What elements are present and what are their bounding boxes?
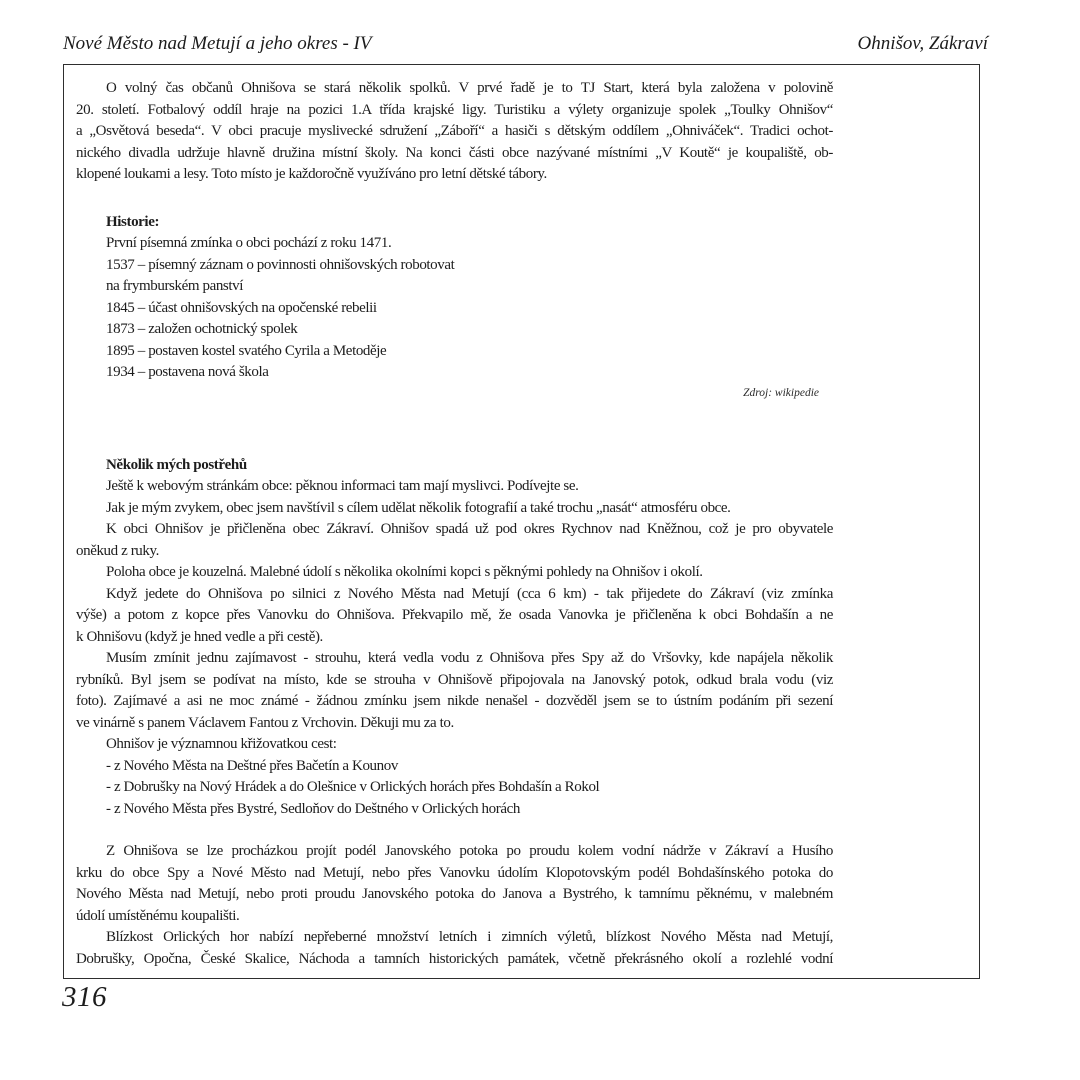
- text-line: Z Ohnišova se lze procházkou projít podél Janovského potoka po proudu kolem vodní nádrže v Zákraví a Husího: [106, 843, 833, 859]
- text-line: a „Osvětová beseda“. V obci pracuje myslivecké sdružení „Záboří“ a hasiči s dětským oddílem „Ohniváček“. Tradici ochot-: [76, 123, 833, 139]
- text-line: oněkud z ruky.: [76, 542, 159, 559]
- text-column: [76, 78, 833, 970]
- content-box: [63, 64, 980, 979]
- spacer: [76, 401, 833, 455]
- text-line: Blízkost Orlických hor nabízí nepřeberné množství letních i zimních výletů, blízkost Nového Města nad Metují,: [106, 929, 833, 945]
- text-line: na frymburském panství: [106, 278, 244, 294]
- text-line: První písemná zmínka o obci pochází z roku 1471.: [106, 235, 392, 251]
- text-line: k Ohnišovu (když je hned vedle a při cestě).: [76, 628, 323, 645]
- text-line: - z Nového Města na Deštné přes Bačetín a Kounov: [106, 757, 398, 774]
- text-line: K obci Ohnišov je přičleněna obec Zákraví. Ohnišov spadá už pod okres Rychnov nad Kněžnou, což je pro obyvatele: [106, 521, 833, 537]
- text-line: Ještě k webovým stránkám obce: pěknou informaci tam mají myslivci. Podívejte se.: [106, 478, 579, 494]
- section-heading: Historie:: [106, 213, 160, 230]
- text-line: foto). Zajímavé a asi ne moc známé - žádnou zmínku jsem nikde nenašel - dozvěděl jsem se to ústním podáním při sezení: [76, 693, 833, 709]
- text-line: 1845 – účast ohnišovských na opočenské rebelii: [106, 299, 377, 316]
- text-line: nického divadla udržuje hlavně družina místní školy. Na konci části obce nazývané místními „V Koutě“ je koupaliště, ob-: [76, 144, 833, 161]
- text-line: - z Nového Města přes Bystré, Sedloňov do Deštného v Orlických horách: [106, 800, 520, 817]
- text-line: Ohnišov je významnou křižovatkou cest:: [106, 736, 337, 752]
- text-line: rybníků. Byl jsem se podívat na místo, kde se strouha v Ohnišově připojovala na Janovský potok, odkud brala vodu (viz: [76, 671, 833, 688]
- spacer: [76, 186, 833, 212]
- text-line: O volný čas občanů Ohnišova se stará několik spolků. V prvé řadě je to TJ Start, která byla založena v polovině: [106, 80, 833, 96]
- header-chapter-title: Ohnišov, Zákraví: [857, 33, 988, 54]
- text-line: Dobrušky, Opočna, České Skalice, Náchoda a tamních historických památek, včetně překrásného okolí a rozlehlé vodní: [76, 950, 833, 967]
- text-line: krku do obce Spy a Nové Město nad Metují, nebo přes Vanovku údolím Klopotovským podél Bohdašínského potoka do: [76, 864, 833, 881]
- text-line: 1934 – postavena nová škola: [106, 364, 269, 380]
- source-credit: Zdroj: wikipedie: [743, 386, 819, 399]
- text-line: - z Dobrušky na Nový Hrádek a do Olešnice v Orlických horách přes Bohdašín a Rokol: [106, 779, 600, 795]
- section-heading: Několik mých postřehů: [106, 456, 247, 473]
- text-line: 1537 – písemný záznam o povinnosti ohnišovských robotovat: [106, 256, 455, 273]
- text-line: údolí umístěnému koupališti.: [76, 907, 240, 924]
- text-line: výše) a potom z kopce přes Vanovku do Ohnišova. Překvapilo mě, že osada Vanovka je přičleněna k obci Bohdašín a ne: [76, 607, 833, 623]
- text-line: 20. století. Fotbalový oddíl hraje na pozici 1.A třída krajské ligy. Turistiku a výlety organizuje spolek „Toulky Ohnišov“: [76, 101, 833, 118]
- text-line: 1873 – založen ochotnický spolek: [106, 321, 298, 337]
- text-line: Nového Města nad Metují, nebo proti proudu Janovského potoka do Janova a Bystrého, k tamnímu pěknému, v malebném: [76, 886, 833, 902]
- text-line: Když jedete do Ohnišova po silnici z Nového Města nad Metují (cca 6 km) - tak přijedete do Zákraví (viz zmínka: [106, 585, 833, 602]
- text-line: Musím zmínit jednu zajímavost - strouhu, která vedla vodu z Ohnišova přes Spy až do Vršovky, kde napájela několik: [106, 650, 833, 666]
- text-line: 1895 – postaven kostel svatého Cyrila a Metoděje: [106, 342, 387, 359]
- text-line: ve vinárně s panem Václavem Fantou z Vrchovin. Děkuji mu za to.: [76, 714, 454, 731]
- text-line: klopené loukami a lesy. Toto místo je každoročně využíváno pro letní dětské tábory.: [76, 166, 547, 182]
- page-header: [63, 33, 988, 55]
- text-line: Jak je mým zvykem, obec jsem navštívil s cílem udělat několik fotografií a také trochu „nasát“ atmosféru obce.: [106, 499, 731, 516]
- header-book-title: Nové Město nad Metují a jeho okres - IV: [63, 33, 372, 54]
- text-line: Poloha obce je kouzelná. Malebné údolí s několika okolními kopci s pěknými pohledy na Ohnišov i okolí.: [106, 564, 703, 580]
- page-number: 316: [62, 981, 107, 1013]
- spacer: [76, 820, 833, 841]
